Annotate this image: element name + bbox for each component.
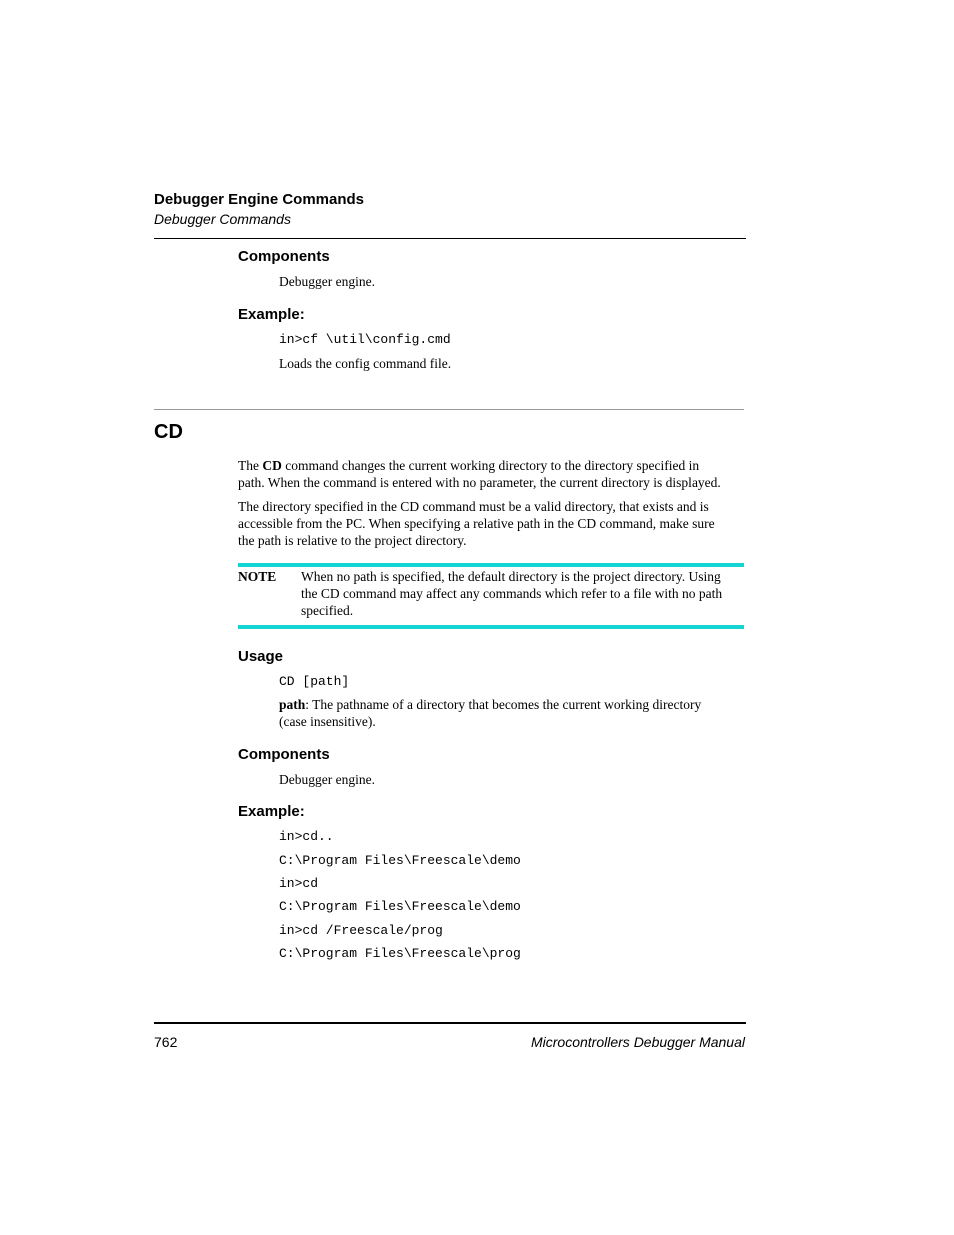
note-text (301, 568, 722, 619)
cd-heading: CD (154, 421, 183, 443)
usage-param-line1: : The pathname of a directory that becomes the current working directory (305, 697, 702, 712)
cd-para1-line1: command changes the current working directory to the directory specified in (281, 458, 700, 473)
cd-para1-bold: CD (262, 458, 282, 473)
footer-rule (154, 1022, 746, 1024)
example-line: C:\Program Files\Freescale\prog (279, 946, 521, 961)
example-line: C:\Program Files\Freescale\demo (279, 853, 521, 868)
usage-param-line2: (case insensitive). (279, 714, 376, 729)
components-heading-prev: Components (238, 248, 330, 265)
components-heading: Components (238, 746, 330, 763)
example-code-prev: in>cf \util\config.cmd (279, 332, 451, 347)
example-line: in>cd (279, 876, 319, 891)
usage-param (279, 696, 701, 730)
manual-title: Microcontrollers Debugger Manual (531, 1034, 745, 1050)
example-line: C:\Program Files\Freescale\demo (279, 899, 521, 914)
note-line3: specified. (301, 603, 354, 618)
cd-para2 (238, 498, 715, 549)
note-bar-bottom (238, 625, 744, 629)
example-line: in>cd.. (279, 829, 334, 844)
note-label: NOTE (238, 569, 277, 584)
section-rule (154, 409, 744, 410)
page-number: 762 (154, 1034, 178, 1050)
example-heading-prev: Example: (238, 306, 305, 323)
running-header-title: Debugger Engine Commands (154, 191, 365, 208)
header-rule (154, 238, 746, 239)
cd-para2-line3: the path is relative to the project directory. (238, 533, 467, 548)
cd-para1-prefix: The (238, 458, 263, 473)
example-line: in>cd /Freescale/prog (279, 923, 443, 938)
usage-param-name: path (279, 697, 306, 712)
cd-para1 (238, 457, 721, 491)
components-text: Debugger engine. (279, 772, 375, 787)
cd-para1-line2: path. When the command is entered with no parameter, the current directory is displayed. (238, 475, 721, 490)
cd-para2-line2: accessible from the PC. When specifying a relative path in the CD command, make sure (238, 516, 715, 531)
example-heading: Example: (238, 803, 305, 820)
running-header-subtitle: Debugger Commands (154, 211, 291, 227)
cd-para2-line1: The directory specified in the CD command must be a valid directory, that exists and is (238, 499, 709, 514)
components-text-prev: Debugger engine. (279, 274, 375, 289)
usage-heading: Usage (238, 648, 284, 665)
note-line2: the CD command may affect any commands which refer to a file with no path (301, 586, 723, 601)
note-line1: When no path is specified, the default directory is the project directory. Using (301, 569, 721, 584)
usage-code: CD [path] (279, 674, 350, 689)
example-desc-prev: Loads the config command file. (279, 356, 452, 371)
note-bar-top (238, 563, 744, 567)
